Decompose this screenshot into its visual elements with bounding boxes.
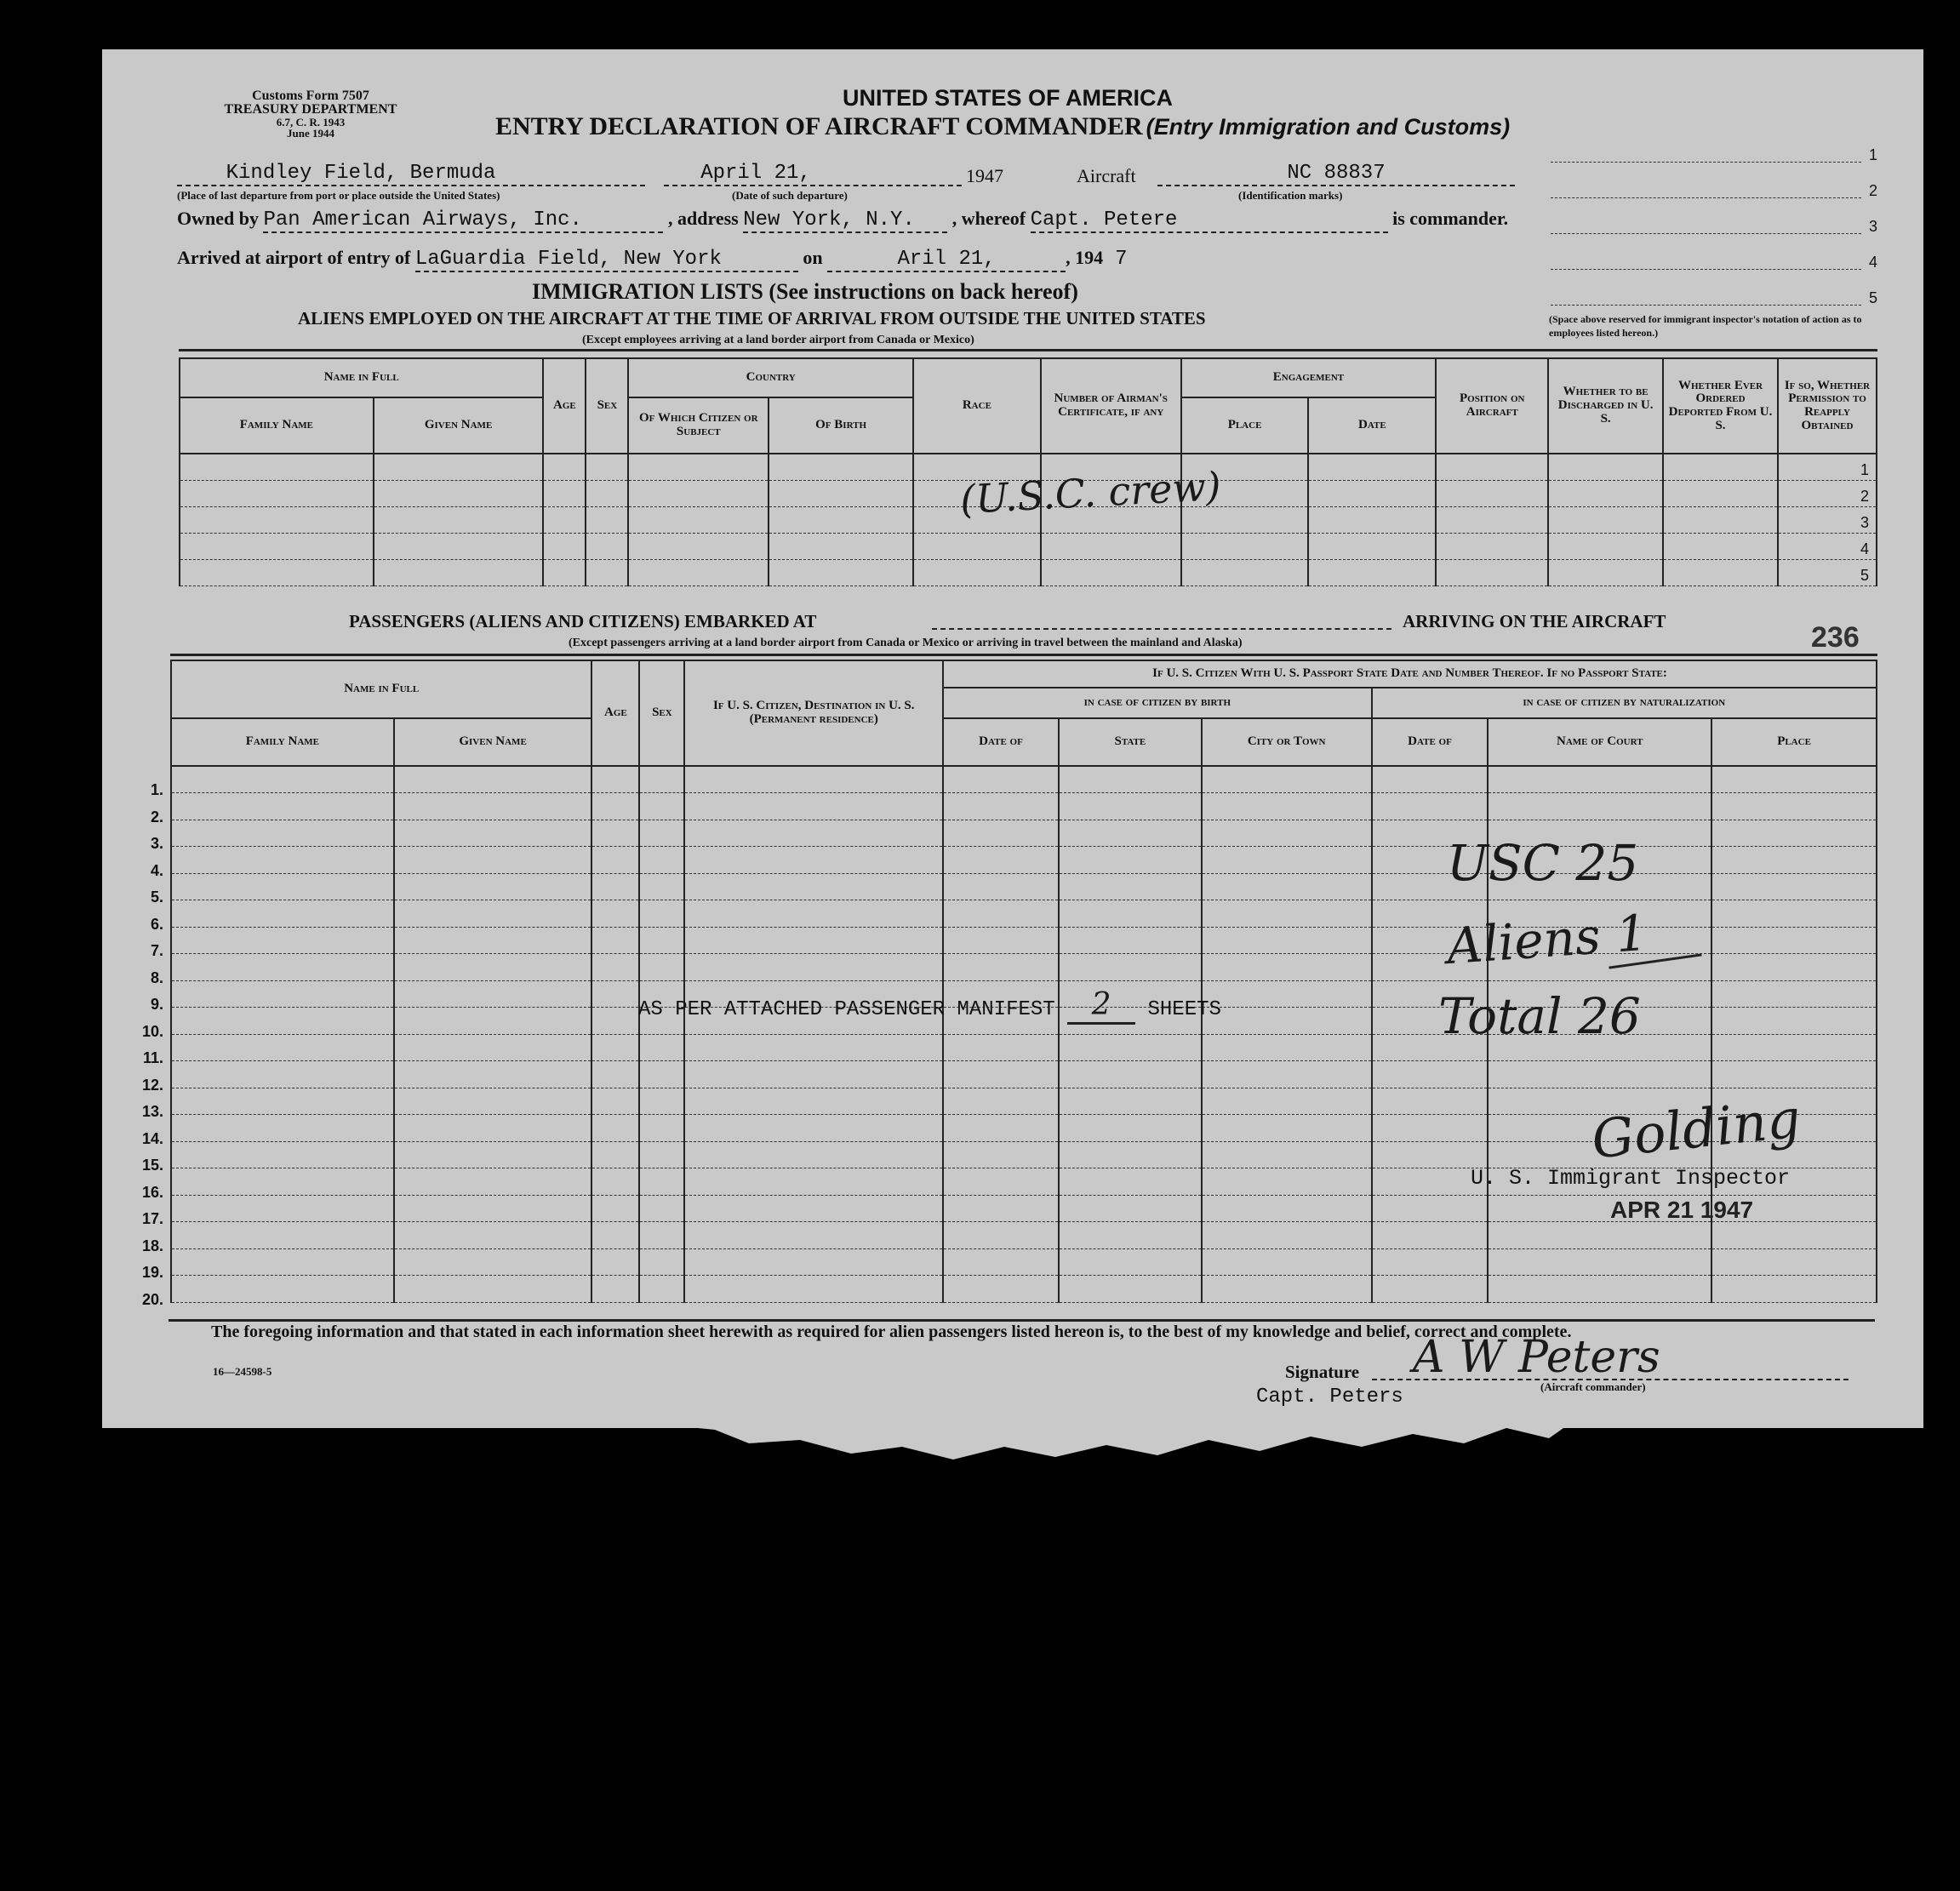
aircraft-caption: (Identification marks) [1238, 189, 1343, 202]
stamp-date: APR 21 1947 [1610, 1197, 1754, 1223]
passengers-heading-right: ARRIVING ON THE AIRCRAFT [1403, 611, 1666, 631]
crew-row-number-5: 5 [1860, 567, 1870, 584]
pax-col-court: Name of Court [1488, 718, 1711, 766]
side-number-3: 3 [1869, 218, 1878, 235]
pax-col-place: Place [1711, 718, 1877, 766]
passenger-row [171, 1248, 1877, 1276]
embarked-at-line [932, 628, 1391, 630]
owner-address: New York, N.Y. [743, 209, 947, 233]
form-id-block [204, 89, 417, 139]
crew-col-given: Given Name [374, 397, 544, 454]
pax-col-sex: Sex [639, 660, 684, 766]
arrival-airport: LaGuardia Field, New York [415, 248, 798, 272]
crew-col-age: Age [543, 358, 586, 454]
passenger-row-number: 14. [141, 1129, 163, 1147]
arrival-year-digit: 7 [1115, 248, 1128, 271]
crew-table [179, 357, 1877, 586]
side-line [1551, 197, 1861, 198]
pax-col-family: Family Name [171, 718, 394, 766]
passenger-row-number: 2. [150, 808, 163, 826]
passenger-row-number: 13. [141, 1103, 163, 1120]
crew-col-sex: Sex [586, 358, 628, 454]
side-number-4: 4 [1869, 254, 1878, 271]
arrival-on-label: on [803, 247, 823, 268]
passenger-row-number: 12. [141, 1076, 163, 1094]
side-line [1551, 162, 1861, 163]
crew-col-country: Country [628, 358, 913, 397]
passenger-row-number: 17. [141, 1210, 163, 1227]
immigration-subheading: ALIENS EMPLOYED ON THE AIRCRAFT AT THE TIME OF ARRIVAL FROM OUTSIDE THE UNITED STATES [298, 308, 1206, 328]
manifest-prefix: AS PER ATTACHED PASSENGER MANIFEST [638, 998, 1055, 1021]
side-line [1551, 305, 1861, 306]
crew-col-name: Name in Full [180, 358, 543, 397]
crew-col-discharged: Whether to be Discharged in U. S. [1548, 358, 1663, 454]
passenger-row [171, 793, 1877, 820]
passenger-row-number: 9. [150, 996, 163, 1013]
arrival-year-prefix: , 194 [1066, 247, 1104, 268]
address-label: , address [667, 208, 739, 229]
crew-row-number-3: 3 [1860, 514, 1870, 531]
crew-col-permission: If so, Whether Permission to Reapply Obtained [1778, 358, 1877, 454]
passenger-row [171, 1222, 1877, 1249]
aircraft-id: NC 88837 [1157, 162, 1515, 186]
manifest-line [638, 987, 1221, 1025]
tally-aliens: Aliens 1 [1444, 903, 1649, 976]
pax-col-name: Name in Full [171, 660, 591, 718]
owner-name: Pan American Airways, Inc. [263, 209, 663, 233]
side-line [1551, 233, 1861, 234]
inspector-signature: Golding [1588, 1087, 1803, 1171]
pax-col-passport: If U. S. Citizen With U. S. Passport State Date and Number Thereof. If no Passport State: [943, 660, 1877, 688]
passenger-row-number: 5. [150, 888, 163, 906]
passenger-row-number: 8. [150, 968, 163, 986]
passenger-row-number: 4. [150, 861, 163, 879]
passenger-row-number: 19. [141, 1264, 163, 1281]
regulation: 6.7, C. R. 1943 [276, 116, 346, 129]
certification-rule [169, 1319, 1875, 1322]
pax-col-city: City or Town [1202, 718, 1372, 766]
signature-caption: (Aircraft commander) [1540, 1380, 1646, 1393]
passenger-row-number: 16. [141, 1183, 163, 1201]
crew-row-number-4: 4 [1860, 540, 1870, 557]
crew-col-deported: Whether Ever Ordered Deported From U. S. [1663, 358, 1778, 454]
page-number: 236 [1811, 621, 1860, 654]
pax-col-birth-date: Date of [943, 718, 1059, 766]
commander-name: Capt. Petere [1031, 209, 1388, 233]
crew-col-place: Place [1181, 397, 1309, 454]
country-heading: UNITED STATES OF AMERICA [843, 85, 1173, 111]
side-number-1: 1 [1869, 146, 1878, 163]
commander-signature: A W Peters [1413, 1332, 1660, 1383]
certification-statement: The foregoing information and that stated in each information sheet herewith as required for alien passengers listed hereon is, to the best of my knowledge and belief, correct and complete. [211, 1323, 1572, 1341]
side-number-5: 5 [1869, 289, 1878, 306]
passenger-row [171, 1061, 1877, 1088]
crew-row-5 [180, 559, 1877, 586]
passenger-row-number: 6. [150, 915, 163, 933]
form-title: ENTRY DECLARATION OF AIRCRAFT COMMANDER [495, 112, 1143, 140]
manifest-count: 2 [1067, 987, 1135, 1025]
form-title-line [495, 112, 1510, 141]
passenger-row-number: 3. [150, 835, 163, 852]
crew-col-certificate: Number of Airman's Certificate, if any [1041, 358, 1181, 454]
passenger-row-number: 15. [141, 1157, 163, 1174]
crew-col-race: Race [913, 358, 1041, 454]
side-note: (Space above reserved for immigrant inspector's notation of action as to employees listed hereon.) [1549, 313, 1862, 339]
tally-usc: USC 25 [1447, 834, 1639, 892]
crew-col-engagement: Engagement [1181, 358, 1437, 397]
crew-col-date: Date [1308, 397, 1436, 454]
aircraft-label: Aircraft [1077, 165, 1136, 186]
immigration-note: (Except employees arriving at a land border airport from Canada or Mexico) [582, 334, 974, 346]
whereof-label: , whereof [951, 208, 1026, 229]
pax-col-given: Given Name [394, 718, 592, 766]
passengers-heading-left: PASSENGERS (ALIENS AND CITIZENS) EMBARKED AT [349, 611, 817, 631]
immigration-heading: IMMIGRATION LISTS (See instructions on back hereof) [532, 279, 1078, 304]
typed-name: Capt. Peters [1256, 1385, 1403, 1408]
pax-col-state: State [1059, 718, 1202, 766]
print-code: 16—24598-5 [213, 1365, 272, 1378]
tally-total: Total 26 [1438, 987, 1641, 1045]
departure-place-caption: (Place of last departure from port or place outside the United States) [177, 189, 500, 202]
passenger-row-number: 20. [141, 1290, 163, 1308]
commander-suffix: is commander. [1392, 208, 1509, 229]
crew-col-position: Position on Aircraft [1436, 358, 1548, 454]
form-title-suffix: (Entry Immigration and Customs) [1146, 114, 1511, 140]
passengers-note: (Except passengers arriving at a land border airport from Canada or Mexico or arriving in travel between the mainland and Alaska) [569, 637, 1243, 649]
owner-line [177, 208, 1508, 233]
passenger-row [171, 1276, 1877, 1303]
department: TREASURY DEPARTMENT [224, 102, 397, 117]
arrival-label: Arrived at airport of entry of [177, 247, 411, 268]
departure-year: 1947 [966, 165, 1003, 186]
passengers-rule [170, 654, 1877, 656]
departure-date [664, 162, 962, 186]
crew-handwritten-note: (U.S.C. crew) [958, 463, 1222, 523]
crew-col-family: Family Name [180, 397, 374, 454]
crew-row-number-1: 1 [1860, 461, 1870, 478]
arrival-line [177, 247, 1127, 272]
departure-date-value: April 21, [700, 162, 811, 185]
passenger-row-number: 1. [150, 781, 163, 798]
immigration-rule [179, 349, 1877, 351]
manifest-suffix: SHEETS [1147, 998, 1221, 1021]
inspector-title: U. S. Immigrant Inspector [1471, 1166, 1791, 1191]
crew-row-4 [180, 533, 1877, 559]
passenger-row-number: 18. [141, 1237, 163, 1254]
side-line [1551, 269, 1861, 270]
passenger-row [171, 766, 1877, 793]
pax-col-naturalization-date: Date of [1372, 718, 1489, 766]
crew-row-number-2: 2 [1860, 488, 1870, 505]
passenger-row-number: 7. [150, 942, 163, 959]
departure-place [177, 162, 645, 186]
form-number: Customs Form 7507 [252, 89, 369, 103]
owner-label: Owned by [177, 208, 259, 229]
crew-col-citizen: Of Which Citizen or Subject [628, 397, 769, 454]
pax-col-birth-case: in case of citizen by birth [943, 688, 1371, 718]
side-number-2: 2 [1869, 182, 1878, 199]
passenger-row-number: 11. [142, 1049, 163, 1066]
pax-col-age: Age [591, 660, 639, 766]
departure-date-caption: (Date of such departure) [732, 189, 848, 202]
form-date: June 1944 [287, 127, 334, 140]
pax-col-destination: If U. S. Citizen, Destination in U. S. (Permanent residence) [684, 660, 943, 766]
passenger-row-number: 10. [141, 1022, 163, 1040]
signature-label: Signature [1285, 1362, 1360, 1382]
crew-col-birth: Of Birth [769, 397, 913, 454]
departure-place-value: Kindley Field, Bermuda [226, 162, 496, 185]
arrival-date: Aril 21, [827, 248, 1066, 272]
pax-col-naturalization-case: in case of citizen by naturalization [1372, 688, 1877, 718]
